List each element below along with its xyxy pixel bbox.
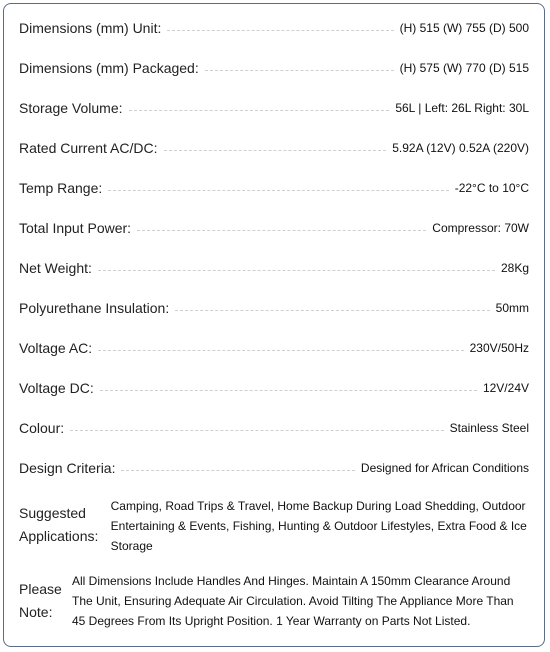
spec-value: (H) 575 (W) 770 (D) 515 bbox=[399, 61, 529, 75]
spec-row-voltage-ac bbox=[19, 337, 529, 359]
spec-value: Designed for African Conditions bbox=[360, 461, 529, 475]
spec-value: Compressor: 70W bbox=[432, 221, 529, 235]
dotted-leader bbox=[100, 390, 477, 391]
spec-label: Storage Volume: bbox=[19, 100, 123, 116]
spec-label: Dimensions (mm) Unit: bbox=[19, 20, 162, 36]
spec-value: 230V/50Hz bbox=[469, 341, 529, 355]
spec-value: (H) 515 (W) 755 (D) 500 bbox=[399, 21, 529, 35]
dotted-leader bbox=[129, 110, 390, 111]
spec-value: -22°C to 10°C bbox=[454, 181, 529, 195]
label-line: Note: bbox=[19, 604, 53, 620]
spec-row-rated-current bbox=[19, 137, 529, 159]
spec-label: Design Criteria: bbox=[19, 460, 116, 476]
spec-value: 5.92A (12V) 0.52A (220V) bbox=[392, 141, 529, 155]
dotted-leader bbox=[175, 310, 489, 311]
please-note-text: All Dimensions Include Handles And Hinges. Maintain A 150mm Clearance Around The Unit, Ensuring Adequate Air Circulation. Avoid Tilting The Appliance More Than 45 Degrees From Its Upright Position. 1 Year Warranty on Parts Not Listed. bbox=[72, 574, 514, 628]
please-note-label bbox=[19, 578, 72, 624]
spec-value: 50mm bbox=[495, 301, 529, 315]
label-line: Applications: bbox=[19, 528, 99, 544]
spec-label: Dimensions (mm) Packaged: bbox=[19, 60, 199, 76]
spec-label: Rated Current AC/DC: bbox=[19, 140, 158, 156]
spec-row-temp-range bbox=[19, 177, 529, 199]
spec-label: Total Input Power: bbox=[19, 220, 132, 236]
suggested-applications-text: Camping, Road Trips & Travel, Home Backup During Load Shedding, Outdoor Entertaining & Events, Fishing, Hunting & Outdoor Lifestyles, Extra Food & Ice Storage bbox=[110, 499, 527, 553]
spec-row-voltage-dc bbox=[19, 377, 529, 399]
dotted-leader bbox=[98, 350, 463, 351]
spec-label: Voltage DC: bbox=[19, 380, 94, 396]
spec-row-dimensions-unit bbox=[19, 17, 529, 39]
spec-label: Net Weight: bbox=[19, 260, 92, 276]
spec-value: 12V/24V bbox=[482, 381, 529, 395]
spec-value: 28Kg bbox=[500, 261, 529, 275]
dotted-leader bbox=[164, 150, 387, 151]
spec-row-colour bbox=[19, 417, 529, 439]
dotted-leader bbox=[205, 70, 394, 71]
specifications-card bbox=[3, 3, 545, 647]
spec-row-net-weight bbox=[19, 257, 529, 279]
dotted-leader bbox=[137, 230, 426, 231]
spec-row-design-criteria bbox=[19, 457, 529, 479]
spec-label: Polyurethane Insulation: bbox=[19, 300, 170, 316]
dotted-leader bbox=[98, 270, 495, 271]
spec-row-dimensions-packaged bbox=[19, 57, 529, 79]
dotted-leader bbox=[167, 30, 393, 31]
spec-row-total-input-power bbox=[19, 217, 529, 239]
spec-row-storage-volume bbox=[19, 97, 529, 119]
spec-row-insulation bbox=[19, 297, 529, 319]
spec-label: Temp Range: bbox=[19, 180, 103, 196]
dotted-leader bbox=[70, 430, 443, 431]
spec-value: Stainless Steel bbox=[449, 421, 529, 435]
dotted-leader bbox=[108, 190, 448, 191]
suggested-applications-label bbox=[19, 502, 111, 548]
label-line: Suggested bbox=[19, 505, 86, 521]
label-line: Please bbox=[19, 581, 62, 597]
spec-label: Voltage AC: bbox=[19, 340, 93, 356]
dotted-leader bbox=[121, 470, 354, 471]
spec-label: Colour: bbox=[19, 420, 65, 436]
please-note-row bbox=[19, 571, 529, 631]
spec-value: 56L | Left: 26L Right: 30L bbox=[395, 101, 529, 115]
suggested-applications-row bbox=[19, 496, 529, 556]
